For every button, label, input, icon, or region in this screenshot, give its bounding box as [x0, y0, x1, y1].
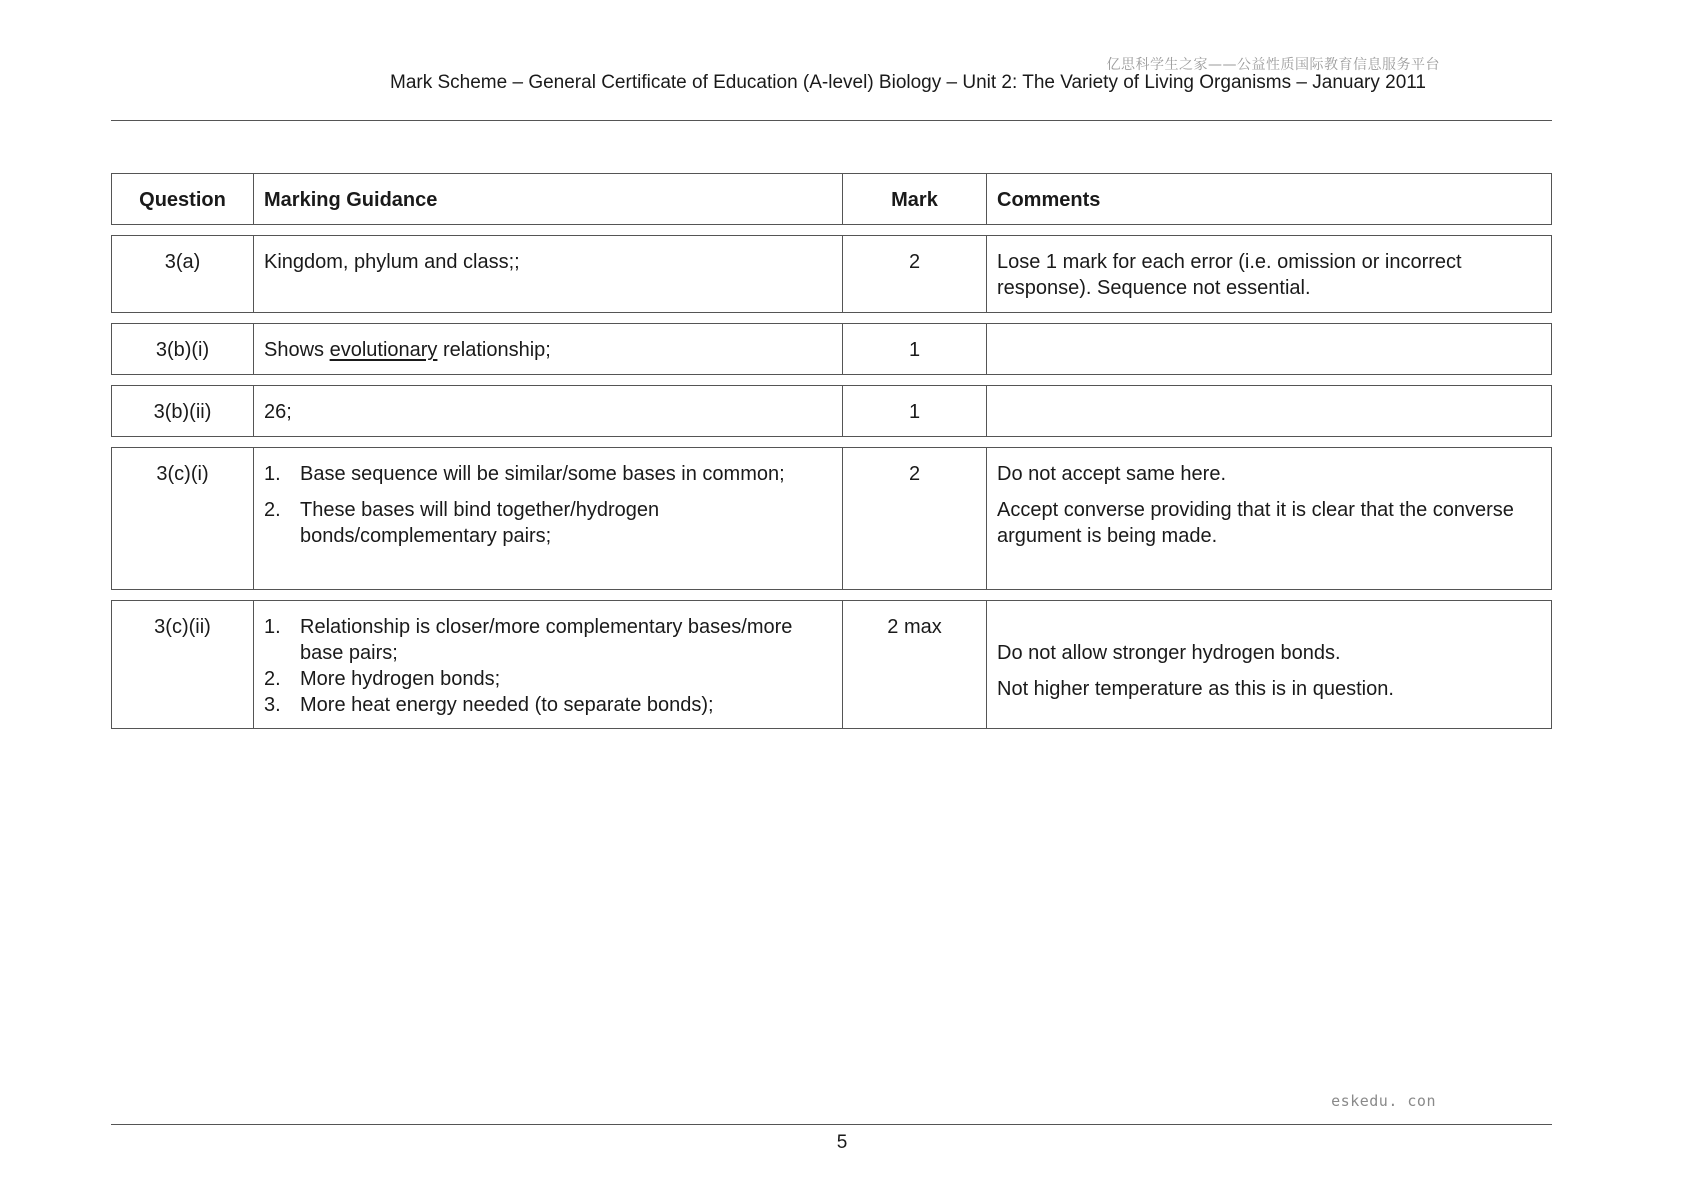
- guidance-point-list: [264, 614, 832, 718]
- document-header-title: Mark Scheme – General Certificate of Education (A-level) Biology – Unit 2: The Variety of Living Organisms – January 2011: [390, 72, 1426, 93]
- comments-cell: [986, 324, 1553, 374]
- table-row: [111, 600, 1552, 729]
- mark-value: 2: [842, 448, 986, 589]
- point-number: 3.: [264, 694, 281, 716]
- point-number: 1.: [264, 616, 281, 638]
- marking-guidance: Kingdom, phylum and class;;: [253, 236, 842, 312]
- question-number: 3(c)(ii): [154, 616, 211, 638]
- table-header-row: [111, 173, 1552, 225]
- comment-text: Do not allow stronger hydrogen bonds.: [997, 642, 1341, 664]
- comments-cell: [986, 601, 1553, 728]
- point-text: Relationship is closer/more complementary bases/more base pairs;: [300, 616, 793, 664]
- point-text: More hydrogen bonds;: [300, 668, 501, 690]
- point-number: 2.: [264, 499, 281, 521]
- guidance-point: [264, 614, 832, 666]
- column-header-mark: Mark: [842, 174, 986, 224]
- column-header-guidance: Marking Guidance: [253, 174, 842, 224]
- guidance-point-list: [264, 461, 832, 549]
- guidance-text: relationship;: [437, 339, 551, 361]
- comment-text: Lose 1 mark for each error (i.e. omission or incorrect response). Sequence not essential.: [997, 251, 1462, 299]
- comment-text: Not higher temperature as this is in question.: [997, 678, 1394, 700]
- guidance-point: [264, 666, 832, 692]
- table-row: [111, 235, 1552, 313]
- page-number: 5: [836, 1132, 848, 1153]
- table-row: [111, 447, 1552, 590]
- guidance-point: [264, 497, 832, 549]
- marking-guidance: 26;: [253, 386, 842, 436]
- comments-cell: [986, 236, 1553, 312]
- footer-watermark: eskedu. con: [1331, 1092, 1436, 1110]
- comment-text: Do not accept same here.: [997, 463, 1227, 485]
- marking-guidance: [253, 324, 842, 374]
- marking-guidance: [253, 448, 842, 589]
- comments-cell: [986, 448, 1553, 589]
- question-number: 3(b)(ii): [153, 401, 212, 423]
- guidance-underlined-term: evolutionary: [329, 339, 438, 361]
- table-row: [111, 323, 1552, 375]
- question-number: 3(c)(i): [156, 463, 209, 485]
- mark-value: 1: [842, 324, 986, 374]
- table-row: [111, 385, 1552, 437]
- point-text: Base sequence will be similar/some bases in common;: [300, 463, 785, 485]
- comments-cell: [986, 386, 1553, 436]
- point-text: More heat energy needed (to separate bonds);: [300, 694, 714, 716]
- guidance-point: [264, 461, 832, 487]
- marking-guidance: [253, 601, 842, 728]
- question-number: 3(a): [164, 251, 201, 273]
- question-number: 3(b)(i): [155, 339, 210, 361]
- mark-value: 2: [842, 236, 986, 312]
- point-number: 1.: [264, 463, 281, 485]
- mark-value: 1: [842, 386, 986, 436]
- column-header-comments: Comments: [986, 174, 1553, 224]
- header-divider: [111, 120, 1552, 121]
- column-header-question: Question: [139, 189, 226, 211]
- comment-text: Accept converse providing that it is clear that the converse argument is being made.: [997, 499, 1514, 547]
- mark-value: 2 max: [842, 601, 986, 728]
- point-text: These bases will bind together/hydrogen bonds/complementary pairs;: [300, 499, 660, 547]
- footer-divider: [111, 1124, 1552, 1125]
- header-watermark: 亿思科学生之家——公益性质国际教育信息服务平台: [1106, 57, 1440, 73]
- guidance-point: [264, 692, 832, 718]
- point-number: 2.: [264, 668, 281, 690]
- guidance-text: Shows: [264, 339, 330, 361]
